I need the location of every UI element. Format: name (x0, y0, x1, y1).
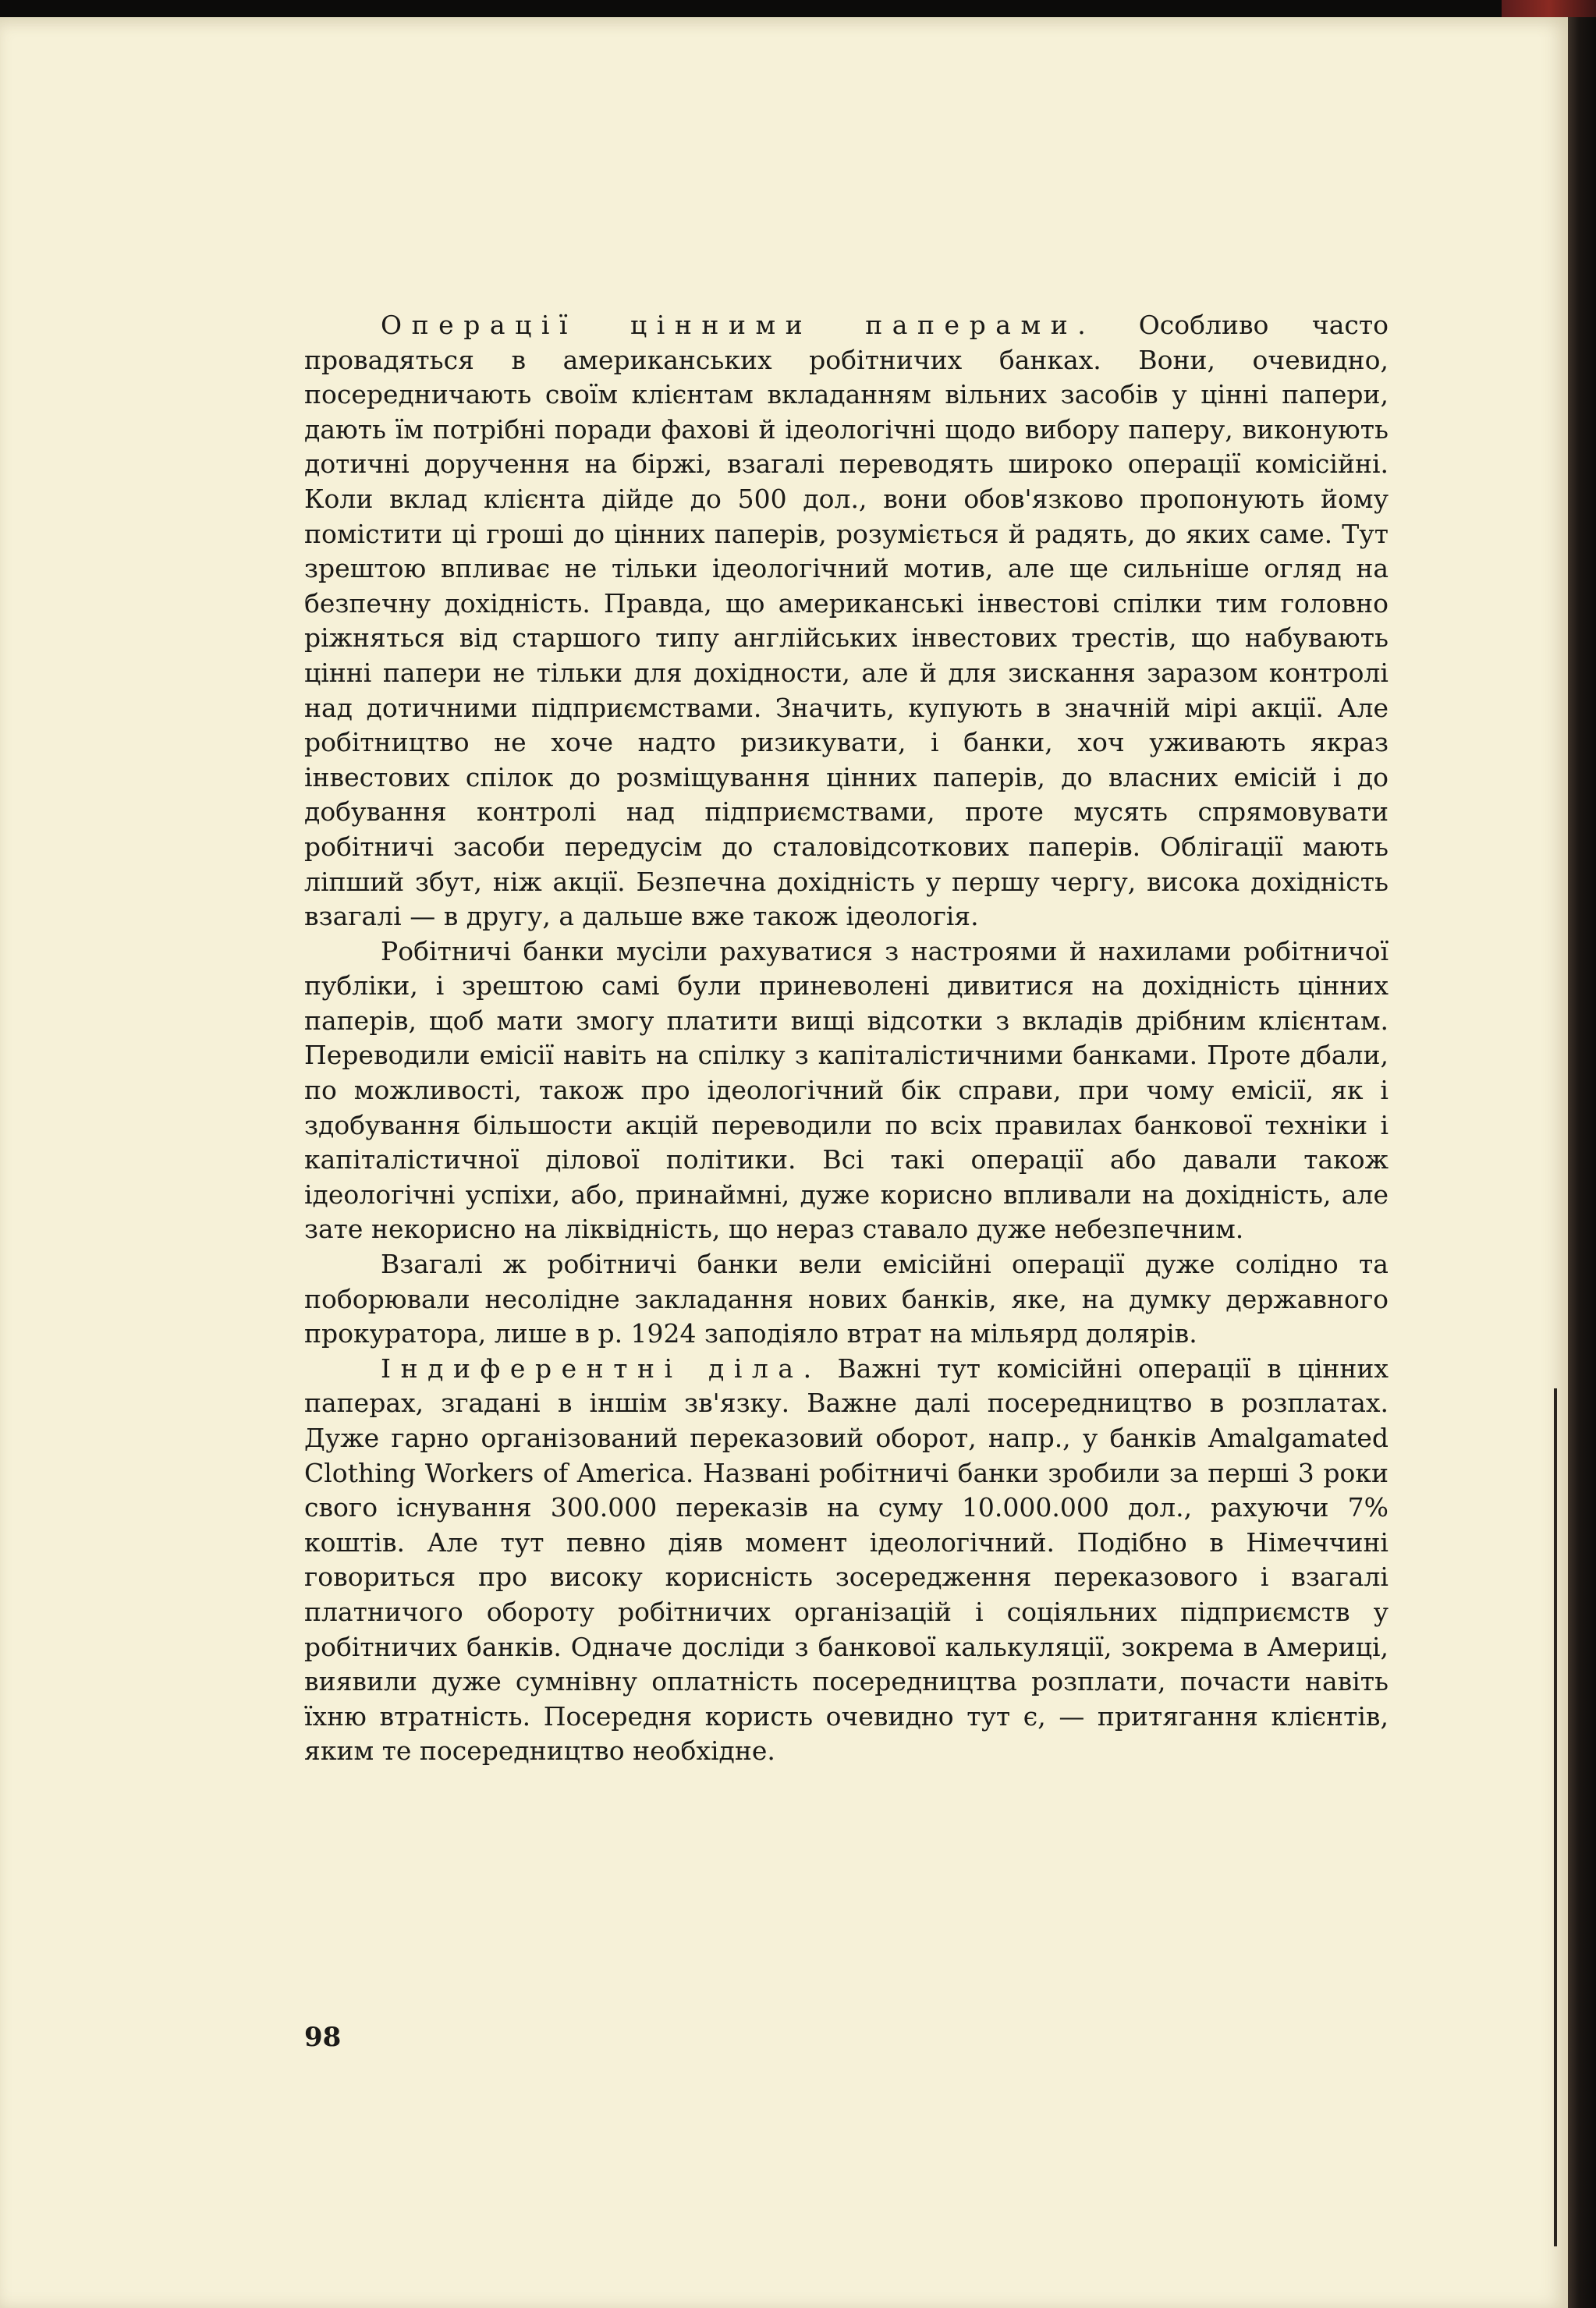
section-heading-indifferent: Індиферентні діла. (381, 1353, 821, 1384)
section-heading-securities: Операції цінними паперами. (381, 310, 1096, 340)
binding-line (1554, 1388, 1557, 2246)
paragraph-text: Важні тут комісійні операції в цінних паперах, згадані в іншім зв'язку. Важне далі посередництво в розплатах. Дуже гарно організований переказовий оборот, напр., у банків Amalgamated Clothing Workers of America. Названі робітничі банки зробили за перші 3 роки свого існування 300.000 переказів на суму 10.000.000 дол., рахуючи 7% коштів. Але тут певно діяв момент ідеологічний. Подібно в Німеччині говориться про високу корисність зосередження переказового і взагалі платничого обороту робітничих організацій і соціяльних підприємств у робітничих банків. Одначе досліди з банкової калькуляції, зокрема в Америці, виявили дуже сумнівну оплатність посередництва розплати, почасти навіть їхню втратність. Посередня користь очевидно тут є, — притягання клієнтів, яким те посередництво необхідне. (304, 1353, 1389, 1767)
paragraph-text: Особливо часто провадяться в американських робітничих банках. Вони, очевидно, посередничають своїм клієнтам вкладанням вільних засобів у цінні папери, дають їм потрібні поради фахові й ідеологічні щодо вибору паперу, виконують дотичні доручення на біржі, взагалі переводять широко операції комісійні. Коли вклад клієнта дійде до 500 дол., вони обов'язково пропонують йому помістити ці гроші до цінних паперів, розуміється й радять, до яких саме. Тут зрештою впливає не тільки ідеологічний мотив, але ще сильніше огляд на безпечну дохідність. Правда, що американські інвестові спілки тим головно ріжняться від старшого типу англійських інвестових трестів, що набувають цінні папери не тільки для дохідности, але й для зискання заразом контролі над дотичними підприємствами. Значить, купують в значній мірі акції. Але робітництво не хоче надто ризикувати, і банки, хоч уживають якраз інвестових спілок до розміщування цінних паперів, до власних емісій і до добування контролі над підприємствами, проте мусять спрямовувати робітничі засоби передусім до сталовідсоткових паперів. Облігації мають ліпший збут, ніж акції. Безпечна дохідність у першу чергу, висока дохідність взагалі — в другу, а дальше вже також ідеологія. (304, 310, 1389, 932)
page-number: 98 (304, 2022, 342, 2053)
body-text (304, 308, 1389, 1769)
paragraph-workers-banks (304, 934, 1389, 1247)
page-edge-shadow (1568, 17, 1596, 2308)
paragraph-text: Взагалі ж робітничі банки вели емісійні операції дуже солідно та поборювали несолідне закладання нових банків, яке, на думку державного прокуратора, лише в р. 1924 заподіяло втрат на мільярд долярів. (304, 1249, 1389, 1349)
paragraph-indifferent (304, 1352, 1389, 1769)
paragraph-text: Робітничі банки мусіли рахуватися з настроями й нахилами робітничої публіки, і зрештою самі були приневолені дивитися на дохідність цінних паперів, щоб мати змогу платити вищі відсотки з вкладів дрібним клієнтам. Переводили емісії навіть на спілку з капіталістичними банками. Проте дбали, по можливості, також про ідеологічний бік справи, при чому емісії, як і здобування більшости акцій переводили по всіх правилах банкової техніки і капіталістичної ділової політики. Всі такі операції або давали також ідеологічні успіхи, або, принаймні, дуже корисно впливали на дохідність, але зате некорисно на ліквідність, що нераз ставало дуже небезпечним. (304, 935, 1389, 1245)
paragraph-emissions (304, 1247, 1389, 1352)
paragraph-securities (304, 308, 1389, 934)
